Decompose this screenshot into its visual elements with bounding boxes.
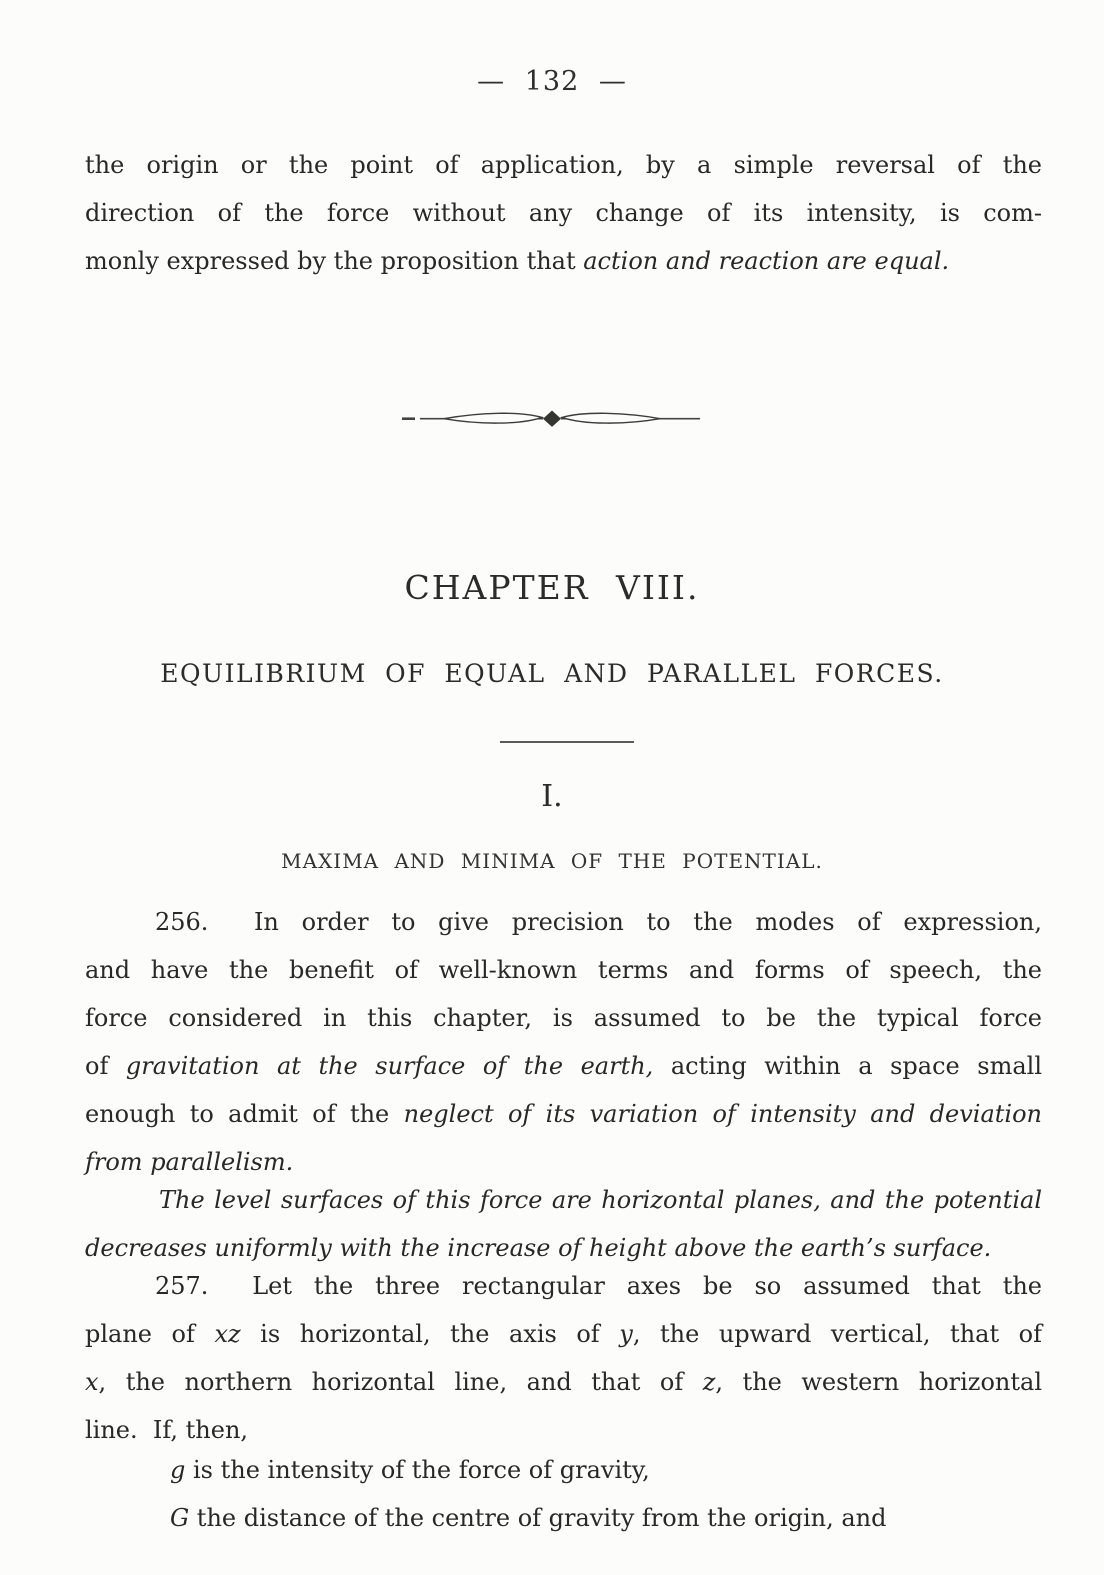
paragraph-text: , the upward vertical, that of — [632, 1320, 1042, 1348]
paragraph-text: plane of — [85, 1320, 215, 1348]
math-variable: z — [702, 1368, 716, 1396]
paragraph-line — [85, 1042, 1042, 1090]
paragraph-text: , the western horizontal — [715, 1368, 1042, 1396]
paragraph-text: enough to admit of the — [85, 1100, 404, 1128]
paragraph-text: monly expressed by the proposition that — [85, 247, 584, 275]
italic-phrase: action and reaction are equal. — [583, 247, 950, 275]
paragraph-line: decreases uniformly with the increase of height above the earth’s surface. — [85, 1234, 992, 1262]
intro-paragraph — [85, 141, 1042, 285]
paragraph-line: line. If, then, — [85, 1416, 249, 1444]
math-variable: g — [170, 1456, 186, 1484]
paragraph-256 — [85, 898, 1042, 1186]
definition-g — [170, 1446, 1050, 1494]
paragraph-line — [85, 1090, 1042, 1138]
divider-ornament-graphic — [402, 408, 702, 430]
paragraph-line: 257. Let the three rectangular axes be so assumed that the — [155, 1272, 1042, 1300]
chapter-title: CHAPTER VIII. — [404, 568, 700, 607]
math-variable: xz — [214, 1320, 241, 1348]
paragraph-line: direction of the force without any change of its intensity, is com- — [85, 199, 1042, 227]
definition-text: the distance of the centre of gravity from the origin, and — [189, 1504, 887, 1532]
section-numeral: I. — [541, 779, 563, 814]
paragraph-text: , the northern horizontal line, and that of — [98, 1368, 703, 1396]
math-variable: y — [619, 1320, 633, 1348]
page-number: — 132 — — [477, 66, 627, 97]
math-variable: G — [170, 1504, 190, 1532]
italic-phrase: neglect of its variation of intensity and deviation — [403, 1100, 1043, 1128]
math-variable: x — [85, 1368, 99, 1396]
section-divider-ornament — [0, 408, 1104, 434]
paragraph-line: and have the benefit of well-known terms and forms of speech, the — [85, 956, 1042, 984]
italic-phrase: gravitation at the surface of the earth, — [125, 1052, 654, 1080]
paragraph-line: The level surfaces of this force are horizontal planes, and the potential — [159, 1186, 1042, 1214]
paragraph-text: acting within a space small — [653, 1052, 1042, 1080]
definition-text: is the intensity of the force of gravity, — [185, 1456, 650, 1484]
paragraph-line: from parallelism. — [85, 1148, 294, 1176]
paragraph-text: is horizontal, the axis of — [240, 1320, 620, 1348]
level-surfaces-note — [85, 1176, 1042, 1272]
paragraph-text: of — [85, 1052, 126, 1080]
paragraph-257 — [85, 1262, 1042, 1454]
chapter-subtitle: EQUILIBRIUM OF EQUAL AND PARALLEL FORCES. — [160, 659, 944, 688]
paragraph-line — [85, 1358, 1042, 1406]
heading-rule — [500, 741, 634, 743]
paragraph-line: 256. In order to give precision to the modes of expression, — [155, 908, 1042, 936]
paragraph-line — [85, 1310, 1042, 1358]
paragraph-line — [85, 237, 1042, 285]
definitions-list — [170, 1446, 1050, 1542]
definition-G — [170, 1494, 1050, 1542]
paragraph-line: force considered in this chapter, is assumed to be the typical force — [85, 1004, 1042, 1032]
section-heading: MAXIMA AND MINIMA OF THE POTENTIAL. — [281, 849, 823, 873]
paragraph-line: the origin or the point of application, by a simple reversal of the — [85, 151, 1042, 179]
